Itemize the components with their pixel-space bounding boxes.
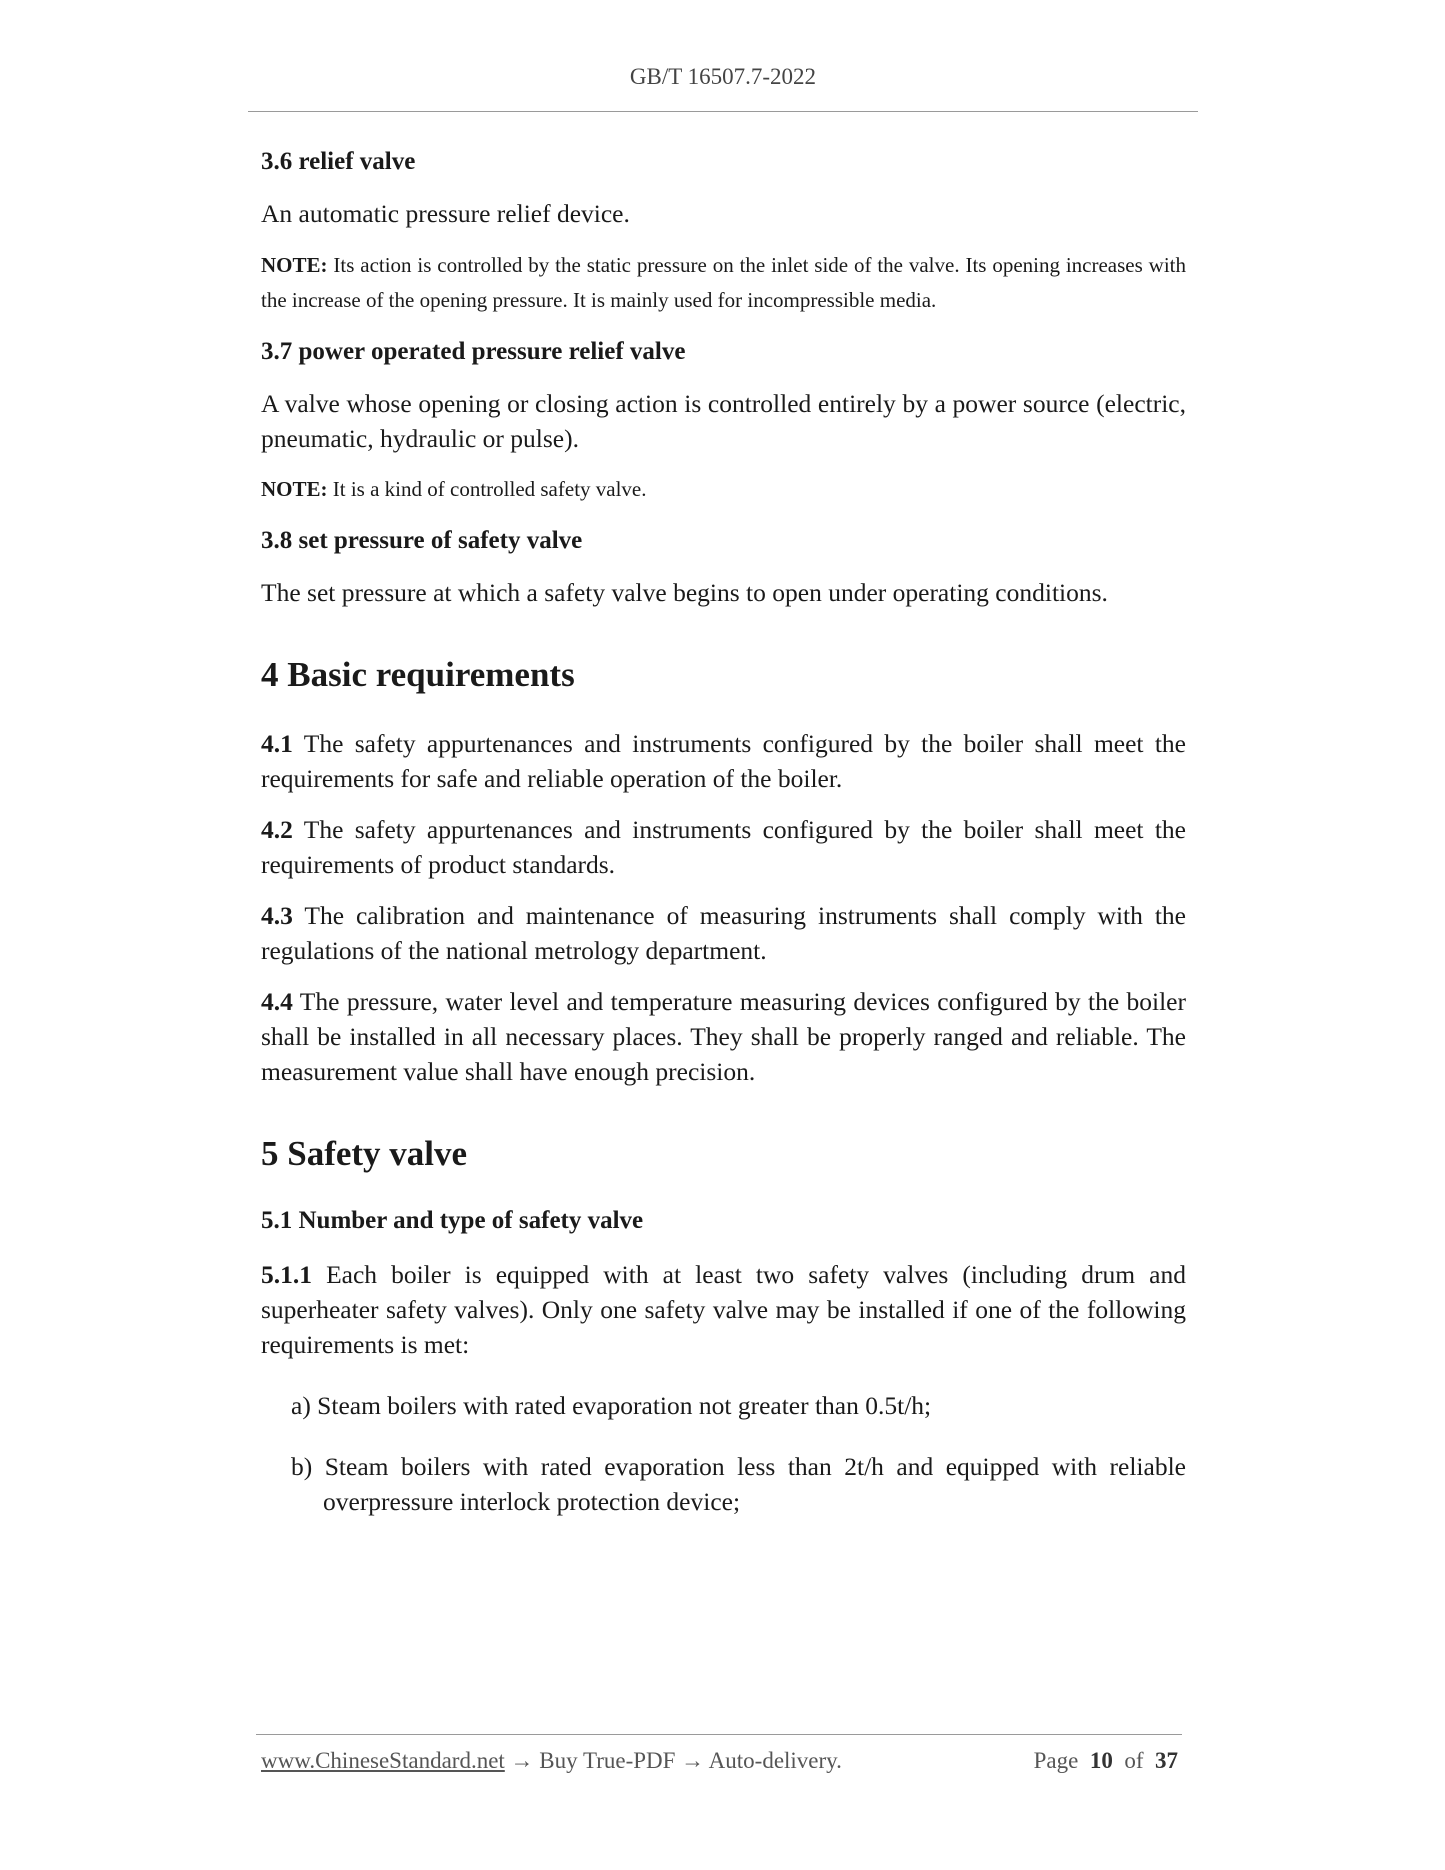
clause-4-1 — [261, 726, 1186, 796]
term-definition-3-8: The set pressure at which a safety valve begins to open under operating conditions. — [261, 578, 1108, 607]
page-content — [261, 140, 1186, 1519]
list-item: a) Steam boilers with rated evaporation not greater than 0.5t/h; — [291, 1391, 932, 1420]
document-id-header: GB/T 16507.7-2022 — [629, 64, 817, 89]
header-divider — [248, 111, 1198, 112]
term-title-3-8: 3.8 set pressure of safety valve — [261, 527, 583, 554]
clause-4-3 — [261, 898, 1186, 968]
term-title-3-7: 3.7 power operated pressure relief valve — [261, 338, 686, 365]
clause-4-4 — [261, 984, 1186, 1089]
note-text: Its action is controlled by the static pressure on the inlet side of the valve. Its opening increases with the increase of the opening pressure. It is mainly used for incompressible media. — [261, 253, 1186, 312]
of-label: of — [1124, 1748, 1144, 1773]
subsection-heading-5-1: 5.1 Number and type of safety valve — [261, 1207, 644, 1234]
term-definition-3-6: An automatic pressure relief device. — [261, 199, 630, 228]
section-heading-4: 4 Basic requirements — [261, 655, 575, 694]
clause-4-2 — [261, 812, 1186, 882]
clause-text: The safety appurtenances and instruments configured by the boiler shall meet the requirements of product standards. — [261, 815, 1186, 879]
website-link[interactable]: www.ChineseStandard.net — [261, 1748, 505, 1773]
page-indicator — [1034, 1748, 1178, 1774]
footer-promo-text: → Buy True-PDF → Auto-delivery. — [504, 1748, 842, 1773]
clause-text: The safety appurtenances and instruments configured by the boiler shall meet the requirements for safe and reliable operation of the boiler. — [261, 729, 1186, 793]
note-3-7 — [261, 472, 1186, 507]
note-label: NOTE: — [261, 253, 328, 277]
page-label: Page — [1033, 1748, 1079, 1773]
total-pages: 37 — [1155, 1748, 1178, 1773]
footer-divider — [256, 1734, 1182, 1735]
footer-promo — [261, 1748, 842, 1774]
note-text: It is a kind of controlled safety valve. — [327, 477, 647, 501]
note-3-6 — [261, 248, 1186, 318]
clause-number: 4.1 — [261, 729, 293, 758]
clause-number: 5.1.1 — [261, 1260, 312, 1289]
list-item: b) Steam boilers with rated evaporation less than 2t/h and equipped with reliable overpressure interlock protection device; — [291, 1452, 1186, 1516]
note-label: NOTE: — [261, 477, 328, 501]
clause-text: The calibration and maintenance of measuring instruments shall comply with the regulations of the national metrology department. — [261, 901, 1186, 965]
clause-text: The pressure, water level and temperature measuring devices configured by the boiler shall be installed in all necessary places. They shall be properly ranged and reliable. The measurement value shall have enough precision. — [261, 987, 1186, 1086]
term-definition-3-7: A valve whose opening or closing action is controlled entirely by a power source (electric, pneumatic, hydraulic or pulse). — [261, 389, 1186, 453]
clause-5-1-1 — [261, 1257, 1186, 1362]
clause-number: 4.2 — [261, 815, 293, 844]
term-title-3-6: 3.6 relief valve — [261, 148, 416, 175]
section-heading-5: 5 Safety valve — [261, 1134, 468, 1173]
clause-text: Each boiler is equipped with at least two safety valves (including drum and superheater safety valves). Only one safety valve may be installed if one of the following requirements is met: — [261, 1260, 1186, 1359]
page-number: 10 — [1089, 1748, 1113, 1773]
clause-number: 4.3 — [261, 901, 293, 930]
clause-number: 4.4 — [261, 987, 293, 1016]
